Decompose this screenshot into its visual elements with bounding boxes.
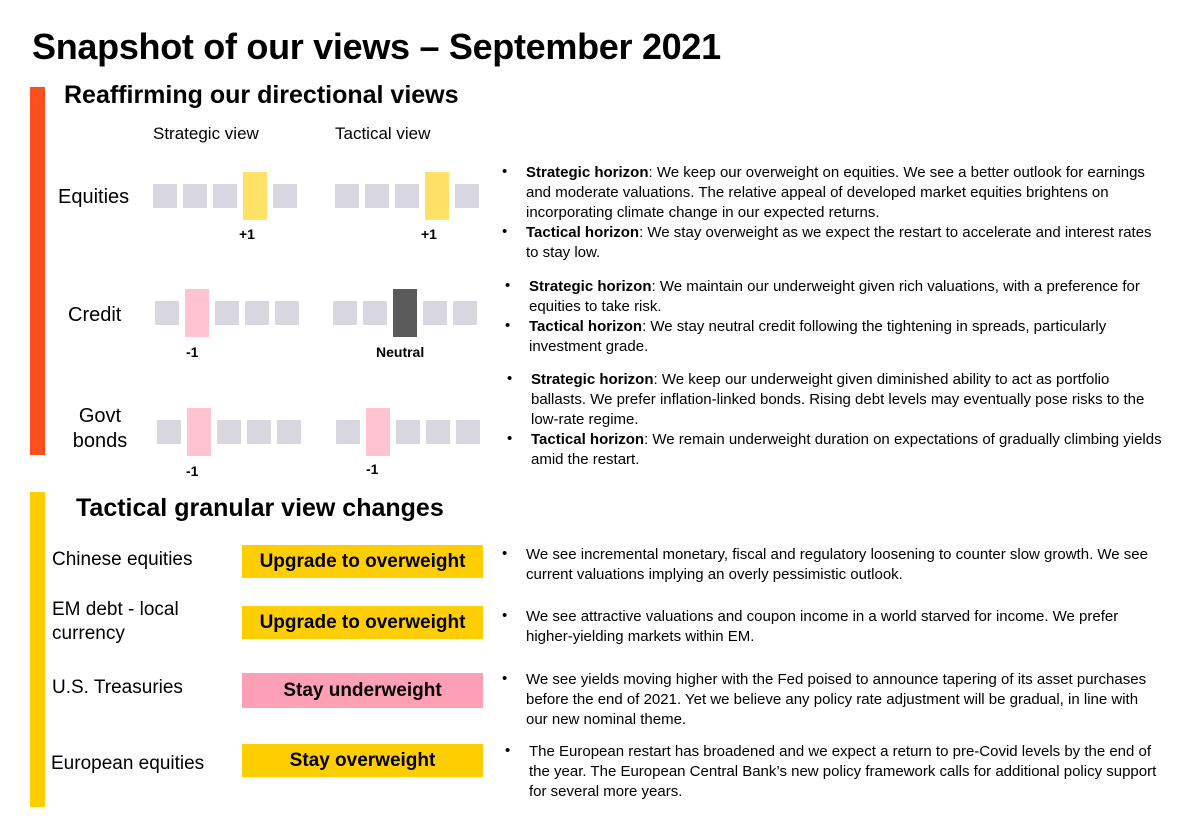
credit-tactical-bullet <box>503 317 1163 357</box>
credit-tactical-scale <box>333 289 477 337</box>
granular-change-chinese-equities: Upgrade to overweight <box>242 545 483 578</box>
govt-bonds-tactical-label: -1 <box>366 461 379 477</box>
granular-asset-european-equities: European equities <box>51 753 205 774</box>
granular-bullets-us-treasuries <box>500 670 1160 730</box>
scale-box <box>275 301 299 325</box>
asset-label-equities: Equities <box>58 186 130 208</box>
granular-section-title: Tactical granular view changes <box>76 494 444 522</box>
credit-tactical-label: Neutral <box>376 344 425 360</box>
bullet-heading: Tactical horizon <box>529 318 643 335</box>
scale-box <box>395 184 419 208</box>
bullet-text: : We stay overweight as we expect the restart to accelerate and interest rates to stay low. <box>526 224 1152 261</box>
scale-box <box>455 184 479 208</box>
directional-accent-bar <box>30 87 45 455</box>
scale-box-active <box>393 289 417 337</box>
scale-box <box>245 301 269 325</box>
scale-box <box>157 420 181 444</box>
granular-asset-line: EM debt - local <box>52 599 179 620</box>
granular-bullet: • We see attractive valuations and coupon income in a world starved for income. We prefer higher-yielding markets within EM. <box>500 607 1160 647</box>
scale-box-active <box>425 172 449 220</box>
bullet-text: : We stay neutral credit following the tightening in spreads, particularly investment grade. <box>529 318 1107 355</box>
bullet-heading: Strategic horizon <box>529 278 652 295</box>
scale-box-active <box>243 172 267 220</box>
bullet-heading: Strategic horizon <box>531 371 654 388</box>
bullet-heading: Strategic horizon <box>526 164 649 181</box>
bullet-text: : We keep our underweight given diminished ability to act as portfolio ballasts. We prefer inflation-linked bonds. Rising debt levels may eventually pose risks to the low-rate regime. <box>531 371 1145 428</box>
asset-label-line: Govt <box>78 405 122 427</box>
credit-strategic-bullet <box>503 277 1163 317</box>
asset-label-govt-bonds <box>70 404 130 454</box>
scale-box <box>333 301 357 325</box>
credit-strategic-label: -1 <box>186 344 199 360</box>
scale-box <box>217 420 241 444</box>
scale-box <box>456 420 480 444</box>
scale-box <box>335 184 359 208</box>
scale-box <box>247 420 271 444</box>
equities-tactical-scale <box>335 172 479 220</box>
scale-box-active <box>366 408 390 456</box>
govt-bonds-strategic-scale <box>157 408 301 456</box>
granular-change-us-treasuries: Stay underweight <box>242 673 483 708</box>
bullet-heading: Tactical horizon <box>531 431 645 448</box>
scale-box-active <box>185 289 209 337</box>
govt-bonds-tactical-scale <box>336 408 480 456</box>
scale-box <box>365 184 389 208</box>
scale-box <box>336 420 360 444</box>
scale-box <box>183 184 207 208</box>
equities-bullets <box>500 163 1160 263</box>
scale-box <box>213 184 237 208</box>
equities-strategic-scale <box>153 172 297 220</box>
equities-strategic-label: +1 <box>239 226 255 242</box>
equities-tactical-bullet <box>500 223 1160 263</box>
equities-tactical-label: +1 <box>421 226 437 242</box>
scale-box-active <box>187 408 211 456</box>
granular-asset-em-debt <box>52 598 179 646</box>
granular-asset-line: currency <box>52 623 125 644</box>
govt-bonds-bullets <box>505 370 1165 470</box>
granular-bullet: • We see incremental monetary, fiscal and regulatory loosening to counter slow growth. We see current valuations implying an overly pessimistic outlook. <box>500 545 1160 585</box>
scale-box <box>277 420 301 444</box>
credit-strategic-scale <box>155 289 299 337</box>
scale-box <box>426 420 450 444</box>
granular-accent-bar <box>30 492 45 807</box>
page-title: Snapshot of our views – September 2021 <box>32 26 721 67</box>
scale-box <box>423 301 447 325</box>
directional-section-title: Reaffirming our directional views <box>64 81 459 109</box>
bullet-heading: Tactical horizon <box>526 224 640 241</box>
tactical-view-header: Tactical view <box>335 124 431 143</box>
scale-box <box>215 301 239 325</box>
scale-box <box>273 184 297 208</box>
bullet-text: : We keep our overweight on equities. We see a better outlook for earnings and moderate valuations. The relative appeal of developed market equities brightens on incorporating climate change in our expected returns. <box>526 164 1145 221</box>
scale-box <box>453 301 477 325</box>
granular-asset-chinese-equities: Chinese equities <box>52 549 193 570</box>
asset-label-credit: Credit <box>68 304 122 326</box>
granular-change-em-debt: Upgrade to overweight <box>242 606 483 639</box>
granular-change-european-equities: Stay overweight <box>242 744 483 777</box>
asset-label-line: bonds <box>72 430 128 452</box>
govt-bonds-tactical-bullet <box>505 430 1165 470</box>
scale-box <box>396 420 420 444</box>
bullet-text: : We remain underweight duration on expectations of gradually climbing yields amid the restart. <box>531 431 1162 468</box>
scale-box <box>153 184 177 208</box>
bullet-text: : We maintain our underweight given rich valuations, with a preference for equities to take risk. <box>529 278 1140 315</box>
govt-bonds-strategic-bullet <box>505 370 1165 430</box>
granular-bullets-chinese-equities <box>500 545 1160 585</box>
granular-asset-us-treasuries: U.S. Treasuries <box>52 677 183 698</box>
equities-strategic-bullet <box>500 163 1160 223</box>
govt-bonds-strategic-label: -1 <box>186 463 199 479</box>
credit-bullets <box>503 277 1163 357</box>
scale-box <box>155 301 179 325</box>
strategic-view-header: Strategic view <box>153 124 259 143</box>
granular-bullet: • We see yields moving higher with the Fed poised to announce tapering of its asset purchases before the end of 2021. Yet we believe any policy rate adjustment will be gradual, in line with our new nominal theme. <box>500 670 1160 730</box>
scale-box <box>363 301 387 325</box>
granular-bullets-em-debt <box>500 607 1160 647</box>
granular-bullets-european-equities <box>503 742 1163 802</box>
granular-bullet: • The European restart has broadened and we expect a return to pre-Covid levels by the end of the year. The European Central Bank’s new policy framework calls for additional policy support for several more years. <box>503 742 1163 802</box>
